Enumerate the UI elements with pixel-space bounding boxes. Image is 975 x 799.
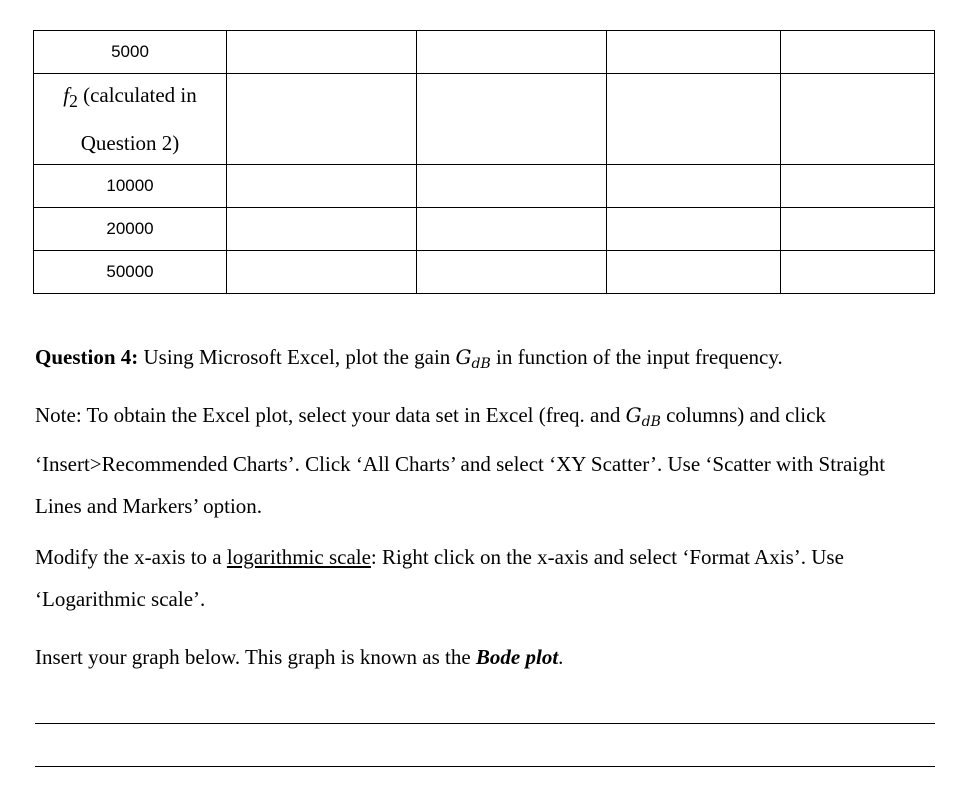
f2-label-cell bbox=[34, 74, 227, 165]
frequency-table bbox=[33, 30, 935, 294]
answer-line bbox=[35, 723, 935, 724]
note-text-a: Note: To obtain the Excel plot, select your data set in Excel (freq. and bbox=[35, 403, 626, 427]
answer-line bbox=[35, 766, 935, 767]
note-paragraph bbox=[35, 394, 935, 527]
f2-symbol: f bbox=[63, 83, 70, 107]
question-4-text-b: in function of the input frequency. bbox=[490, 345, 783, 369]
empty-cell[interactable] bbox=[417, 165, 607, 208]
empty-cell[interactable] bbox=[227, 165, 417, 208]
empty-cell[interactable] bbox=[227, 74, 417, 165]
bode-plot-term: Bode plot bbox=[475, 645, 559, 669]
empty-cell[interactable] bbox=[781, 165, 935, 208]
empty-cell[interactable] bbox=[607, 165, 781, 208]
empty-cell[interactable] bbox=[607, 251, 781, 294]
empty-cell[interactable] bbox=[417, 208, 607, 251]
modify-paragraph bbox=[35, 536, 935, 620]
empty-cell[interactable] bbox=[417, 74, 607, 165]
frequency-cell: 10000 bbox=[34, 165, 227, 208]
question-4 bbox=[35, 336, 935, 385]
empty-cell[interactable] bbox=[227, 31, 417, 74]
empty-cell[interactable] bbox=[607, 31, 781, 74]
empty-cell[interactable] bbox=[781, 31, 935, 74]
empty-cell[interactable] bbox=[781, 208, 935, 251]
f2-line2: Question 2) bbox=[80, 131, 180, 156]
empty-cell[interactable] bbox=[227, 208, 417, 251]
insert-paragraph bbox=[35, 636, 935, 678]
table-row bbox=[34, 208, 935, 251]
empty-cell[interactable] bbox=[417, 31, 607, 74]
insert-text-b: . bbox=[558, 645, 564, 669]
frequency-cell: 20000 bbox=[34, 208, 227, 251]
gain-symbol-subscript: dB bbox=[471, 356, 491, 372]
table-row bbox=[34, 31, 935, 74]
modify-text-b: : Right click on the x-axis and select ‘Format Axis’. Use ‘Logarithmic scale’. bbox=[35, 545, 844, 611]
table-row bbox=[34, 251, 935, 294]
gain-symbol bbox=[625, 403, 661, 430]
table-row bbox=[34, 165, 935, 208]
question-4-label: Question 4: bbox=[35, 345, 139, 369]
insert-text-a: Insert your graph below. This graph is known as the bbox=[35, 645, 476, 669]
gain-symbol bbox=[455, 345, 491, 372]
empty-cell[interactable] bbox=[607, 208, 781, 251]
question-4-text-a: Using Microsoft Excel, plot the gain bbox=[138, 345, 456, 369]
f2-line1-rest: (calculated in bbox=[77, 83, 197, 107]
gain-symbol-subscript: dB bbox=[641, 414, 661, 430]
empty-cell[interactable] bbox=[781, 251, 935, 294]
f2-subscript: 2 bbox=[69, 91, 78, 112]
empty-cell[interactable] bbox=[227, 251, 417, 294]
table-row bbox=[34, 74, 935, 165]
empty-cell[interactable] bbox=[607, 74, 781, 165]
frequency-cell: 50000 bbox=[34, 251, 227, 294]
gain-symbol-letter: G bbox=[455, 345, 472, 369]
gain-symbol-letter: G bbox=[625, 403, 642, 427]
note-text-b: columns) and click ‘Insert>Recommended Charts’. Click ‘All Charts’ and select ‘XY Scatter’. Use ‘Scatter with Straight Lines and Markers’ option. bbox=[35, 403, 886, 518]
empty-cell[interactable] bbox=[417, 251, 607, 294]
frequency-cell: 5000 bbox=[34, 31, 227, 74]
modify-text-a: Modify the x-axis to a bbox=[35, 545, 227, 569]
f2-line1 bbox=[63, 83, 197, 112]
empty-cell[interactable] bbox=[781, 74, 935, 165]
logarithmic-scale-underlined: logarithmic scale bbox=[226, 545, 371, 569]
